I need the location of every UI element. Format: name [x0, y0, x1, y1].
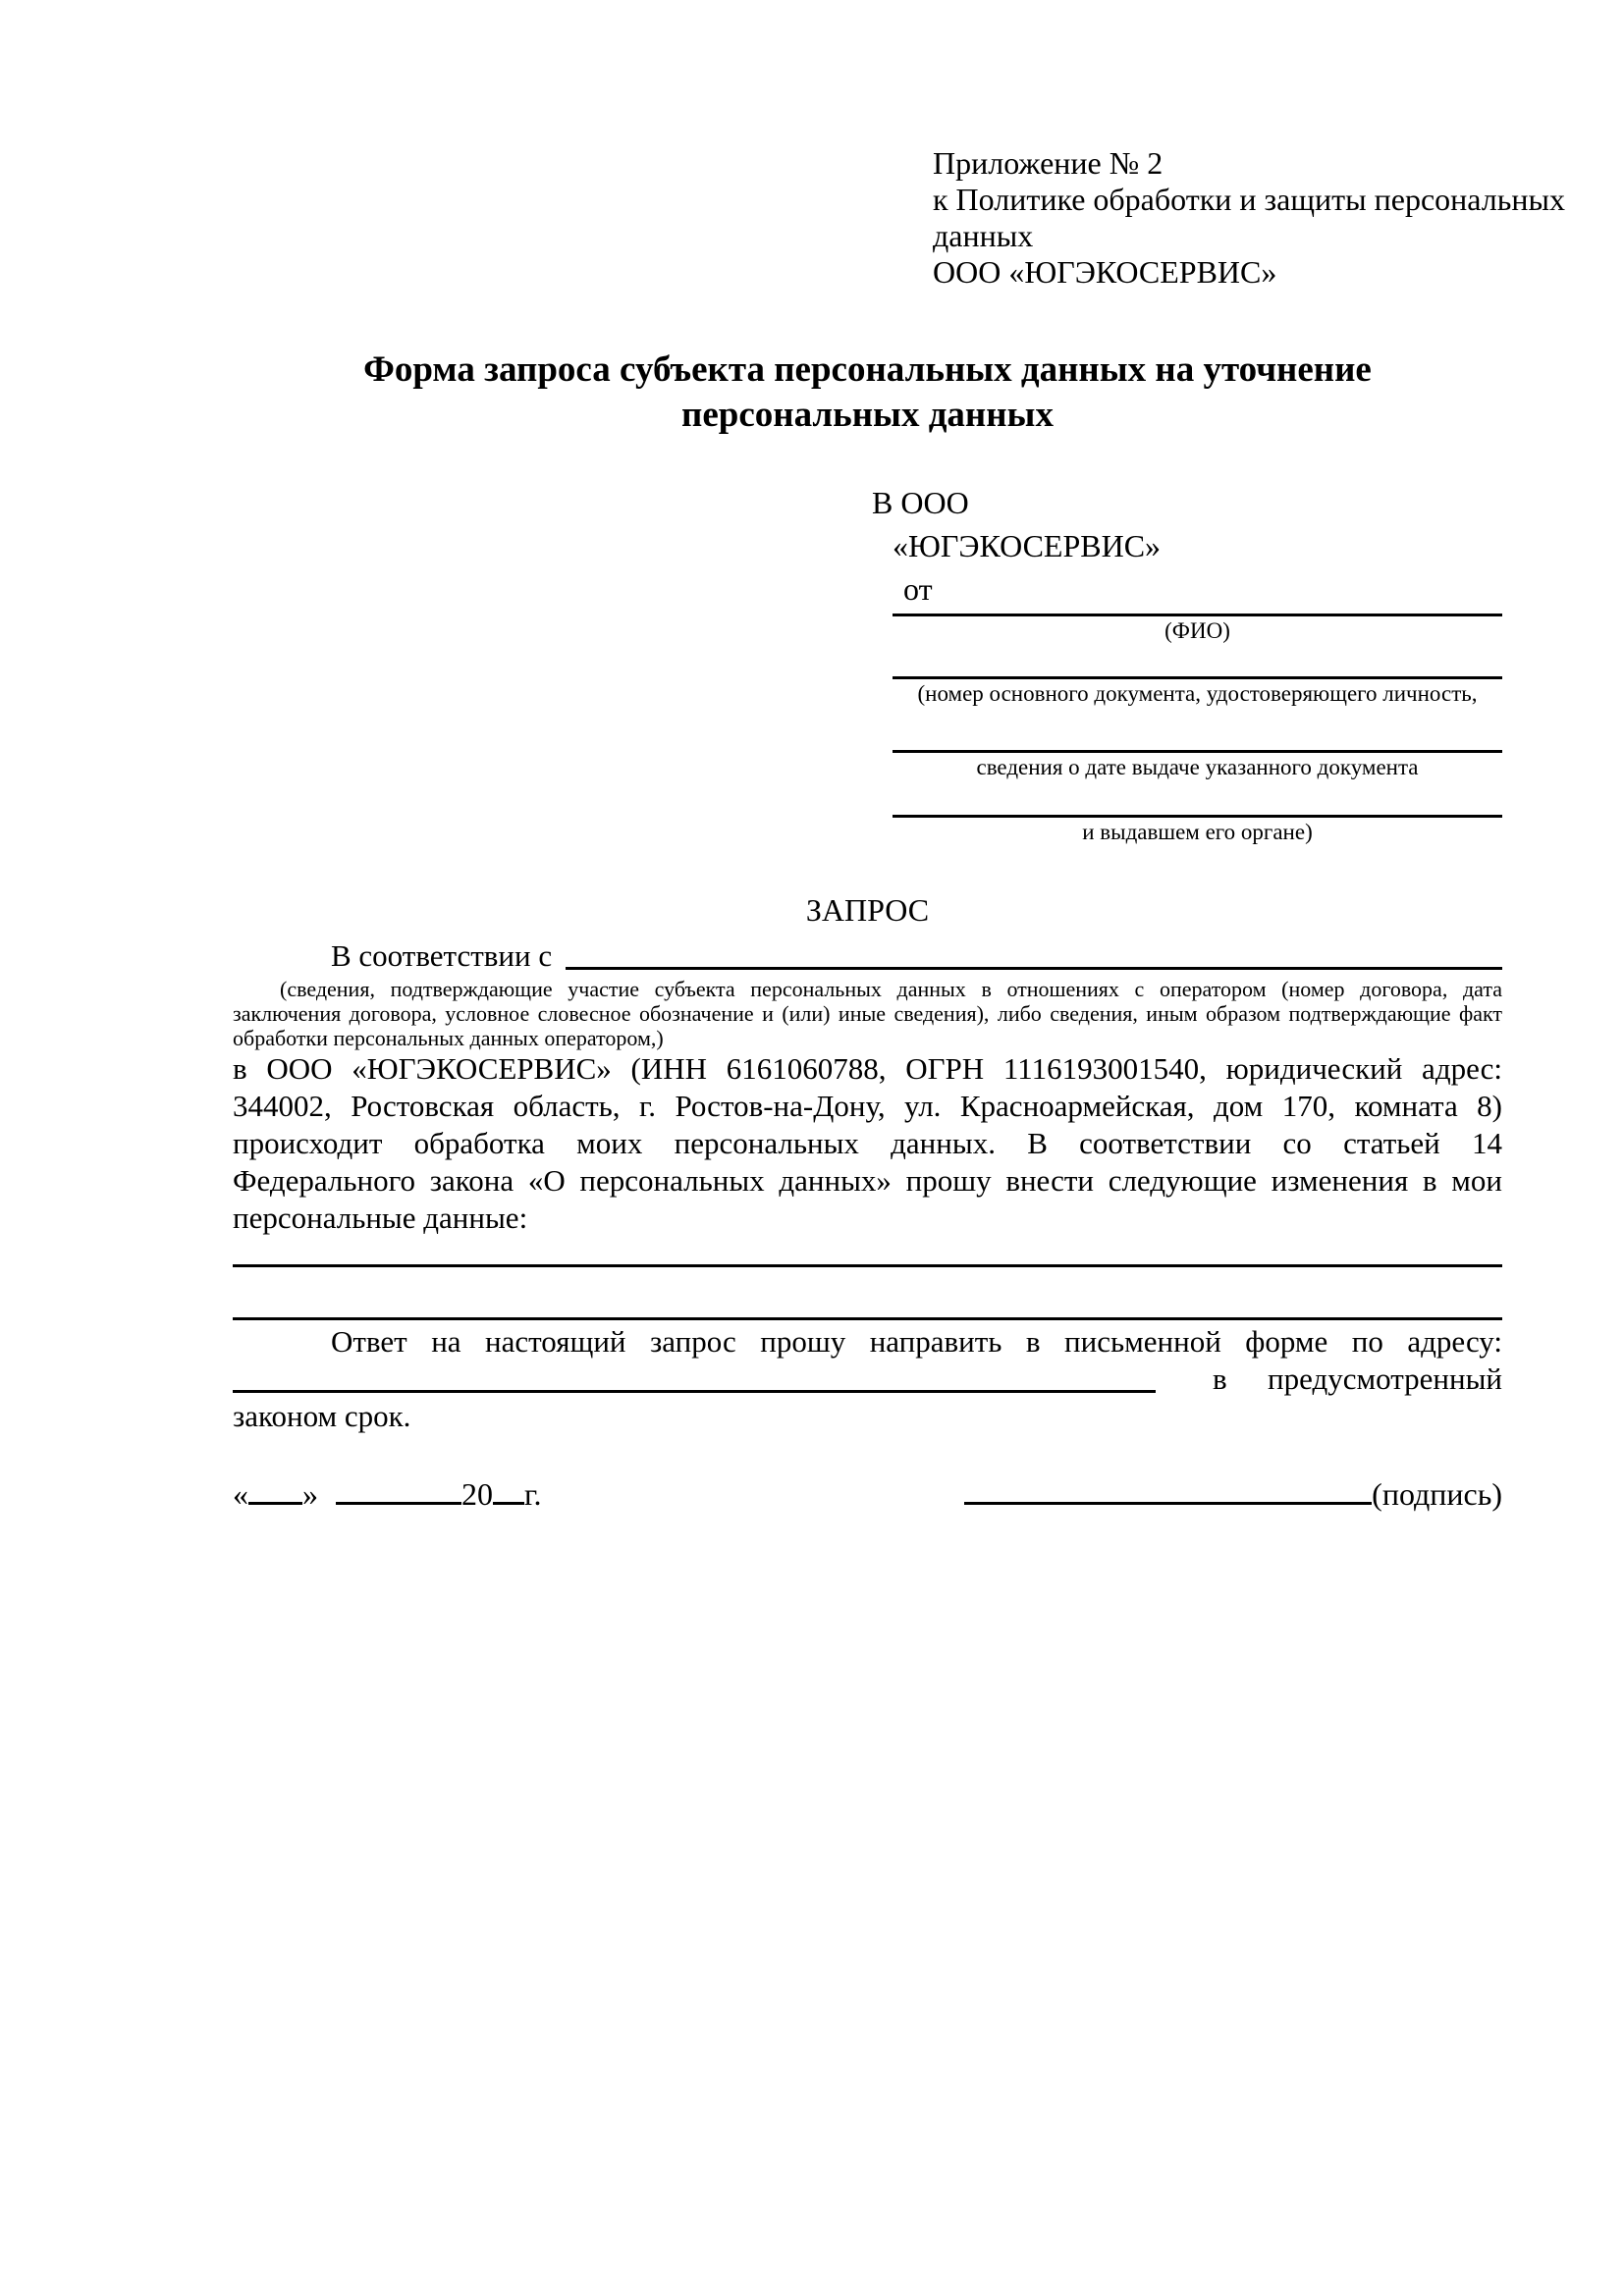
close-quote: » [302, 1476, 318, 1512]
signature-caption: (подпись) [1372, 1476, 1502, 1512]
changes-blank-line-2[interactable] [233, 1267, 1502, 1320]
document-title [233, 347, 1502, 438]
document-number-caption: (номер основного документа, удостоверяющего личность, [917, 681, 1478, 706]
date-month-blank[interactable] [336, 1501, 461, 1505]
appendix-header-line: ООО «ЮГЭКОСЕРВИС» [933, 254, 1277, 290]
addressee-line: В ООО [872, 485, 969, 520]
date-year-blank[interactable] [493, 1501, 524, 1505]
date-day-blank[interactable] [248, 1501, 302, 1505]
request-body [233, 1050, 1502, 1237]
signature-blank[interactable] [964, 1501, 1372, 1505]
footnote-line: заключения договора, условное словесное обозначение и (или) иные сведения), либо сведения, иным образом подтверждающие факт [233, 1001, 1502, 1026]
changes-blank-line-1[interactable] [233, 1237, 1502, 1267]
answer-word-envisaged: предусмотренный [1268, 1362, 1502, 1396]
intro-footnote [233, 977, 1502, 1050]
issuing-authority-field [893, 815, 1502, 845]
date-century: 20 [461, 1476, 493, 1512]
intro-row [233, 937, 1502, 975]
issue-date-caption: сведения о дате выдаче указанного документа [976, 755, 1419, 779]
addressee-block [233, 481, 1502, 611]
document-number-field [893, 676, 1502, 707]
addressee-org-line: «ЮГЭКОСЕРВИС» [893, 528, 1162, 563]
intro-prefix: В соответствии с [331, 938, 553, 973]
footnote-line: (сведения, подтверждающие участие субъекта персональных данных в отношениях с оператором (номер договора, дата [280, 977, 1502, 1001]
signature-part [964, 1474, 1502, 1514]
appendix-header-line: Приложение № 2 [933, 145, 1164, 181]
fio-caption: (ФИО) [1164, 618, 1230, 643]
date-era: г. [524, 1476, 542, 1512]
answer-paragraph [233, 1323, 1502, 1435]
date-signature-row [233, 1474, 1502, 1514]
request-heading: ЗАПРОС [805, 892, 930, 928]
answer-line-2 [233, 1361, 1502, 1398]
body-line: 344002, Ростовская область, г. Ростов-на-Дону, ул. Красноармейская, дом 170, комната 8) [233, 1089, 1502, 1123]
appendix-header-line: данных [933, 218, 1034, 253]
body-line: Федерального закона «О персональных данных» прошу внести следующие изменения в мои [233, 1163, 1502, 1198]
answer-line-1: Ответ на настоящий запрос прошу направить в письменной форме по адресу: [331, 1324, 1502, 1359]
issuing-authority-caption: и выдавшем его органе) [1082, 820, 1313, 844]
body-line: происходит обработка моих персональных данных. В соответствии со статьей 14 [233, 1126, 1502, 1160]
date-part [233, 1474, 542, 1514]
issue-date-field [893, 750, 1502, 780]
address-blank[interactable] [233, 1390, 1156, 1393]
body-line: персональные данные: [233, 1201, 528, 1235]
open-quote: « [233, 1476, 248, 1512]
document-title-line: Форма запроса субъекта персональных данных на уточнение [363, 349, 1372, 390]
document-title-line: персональных данных [681, 395, 1054, 435]
addressee-from-line: от [903, 571, 933, 607]
appendix-header-line: к Политике обработки и защиты персональных [933, 182, 1565, 217]
appendix-header [933, 145, 1565, 291]
fio-field [893, 614, 1502, 644]
intro-blank[interactable] [566, 967, 1502, 970]
answer-word-in: в [1213, 1362, 1227, 1396]
footnote-line: обработки персональных данных оператором,) [233, 1026, 664, 1050]
applicant-fields [893, 614, 1502, 845]
body-line: в ООО «ЮГЭКОСЕРВИС» (ИНН 6161060788, ОГРН 1116193001540, юридический адрес: [233, 1051, 1502, 1086]
answer-line-3: законом срок. [233, 1399, 411, 1433]
